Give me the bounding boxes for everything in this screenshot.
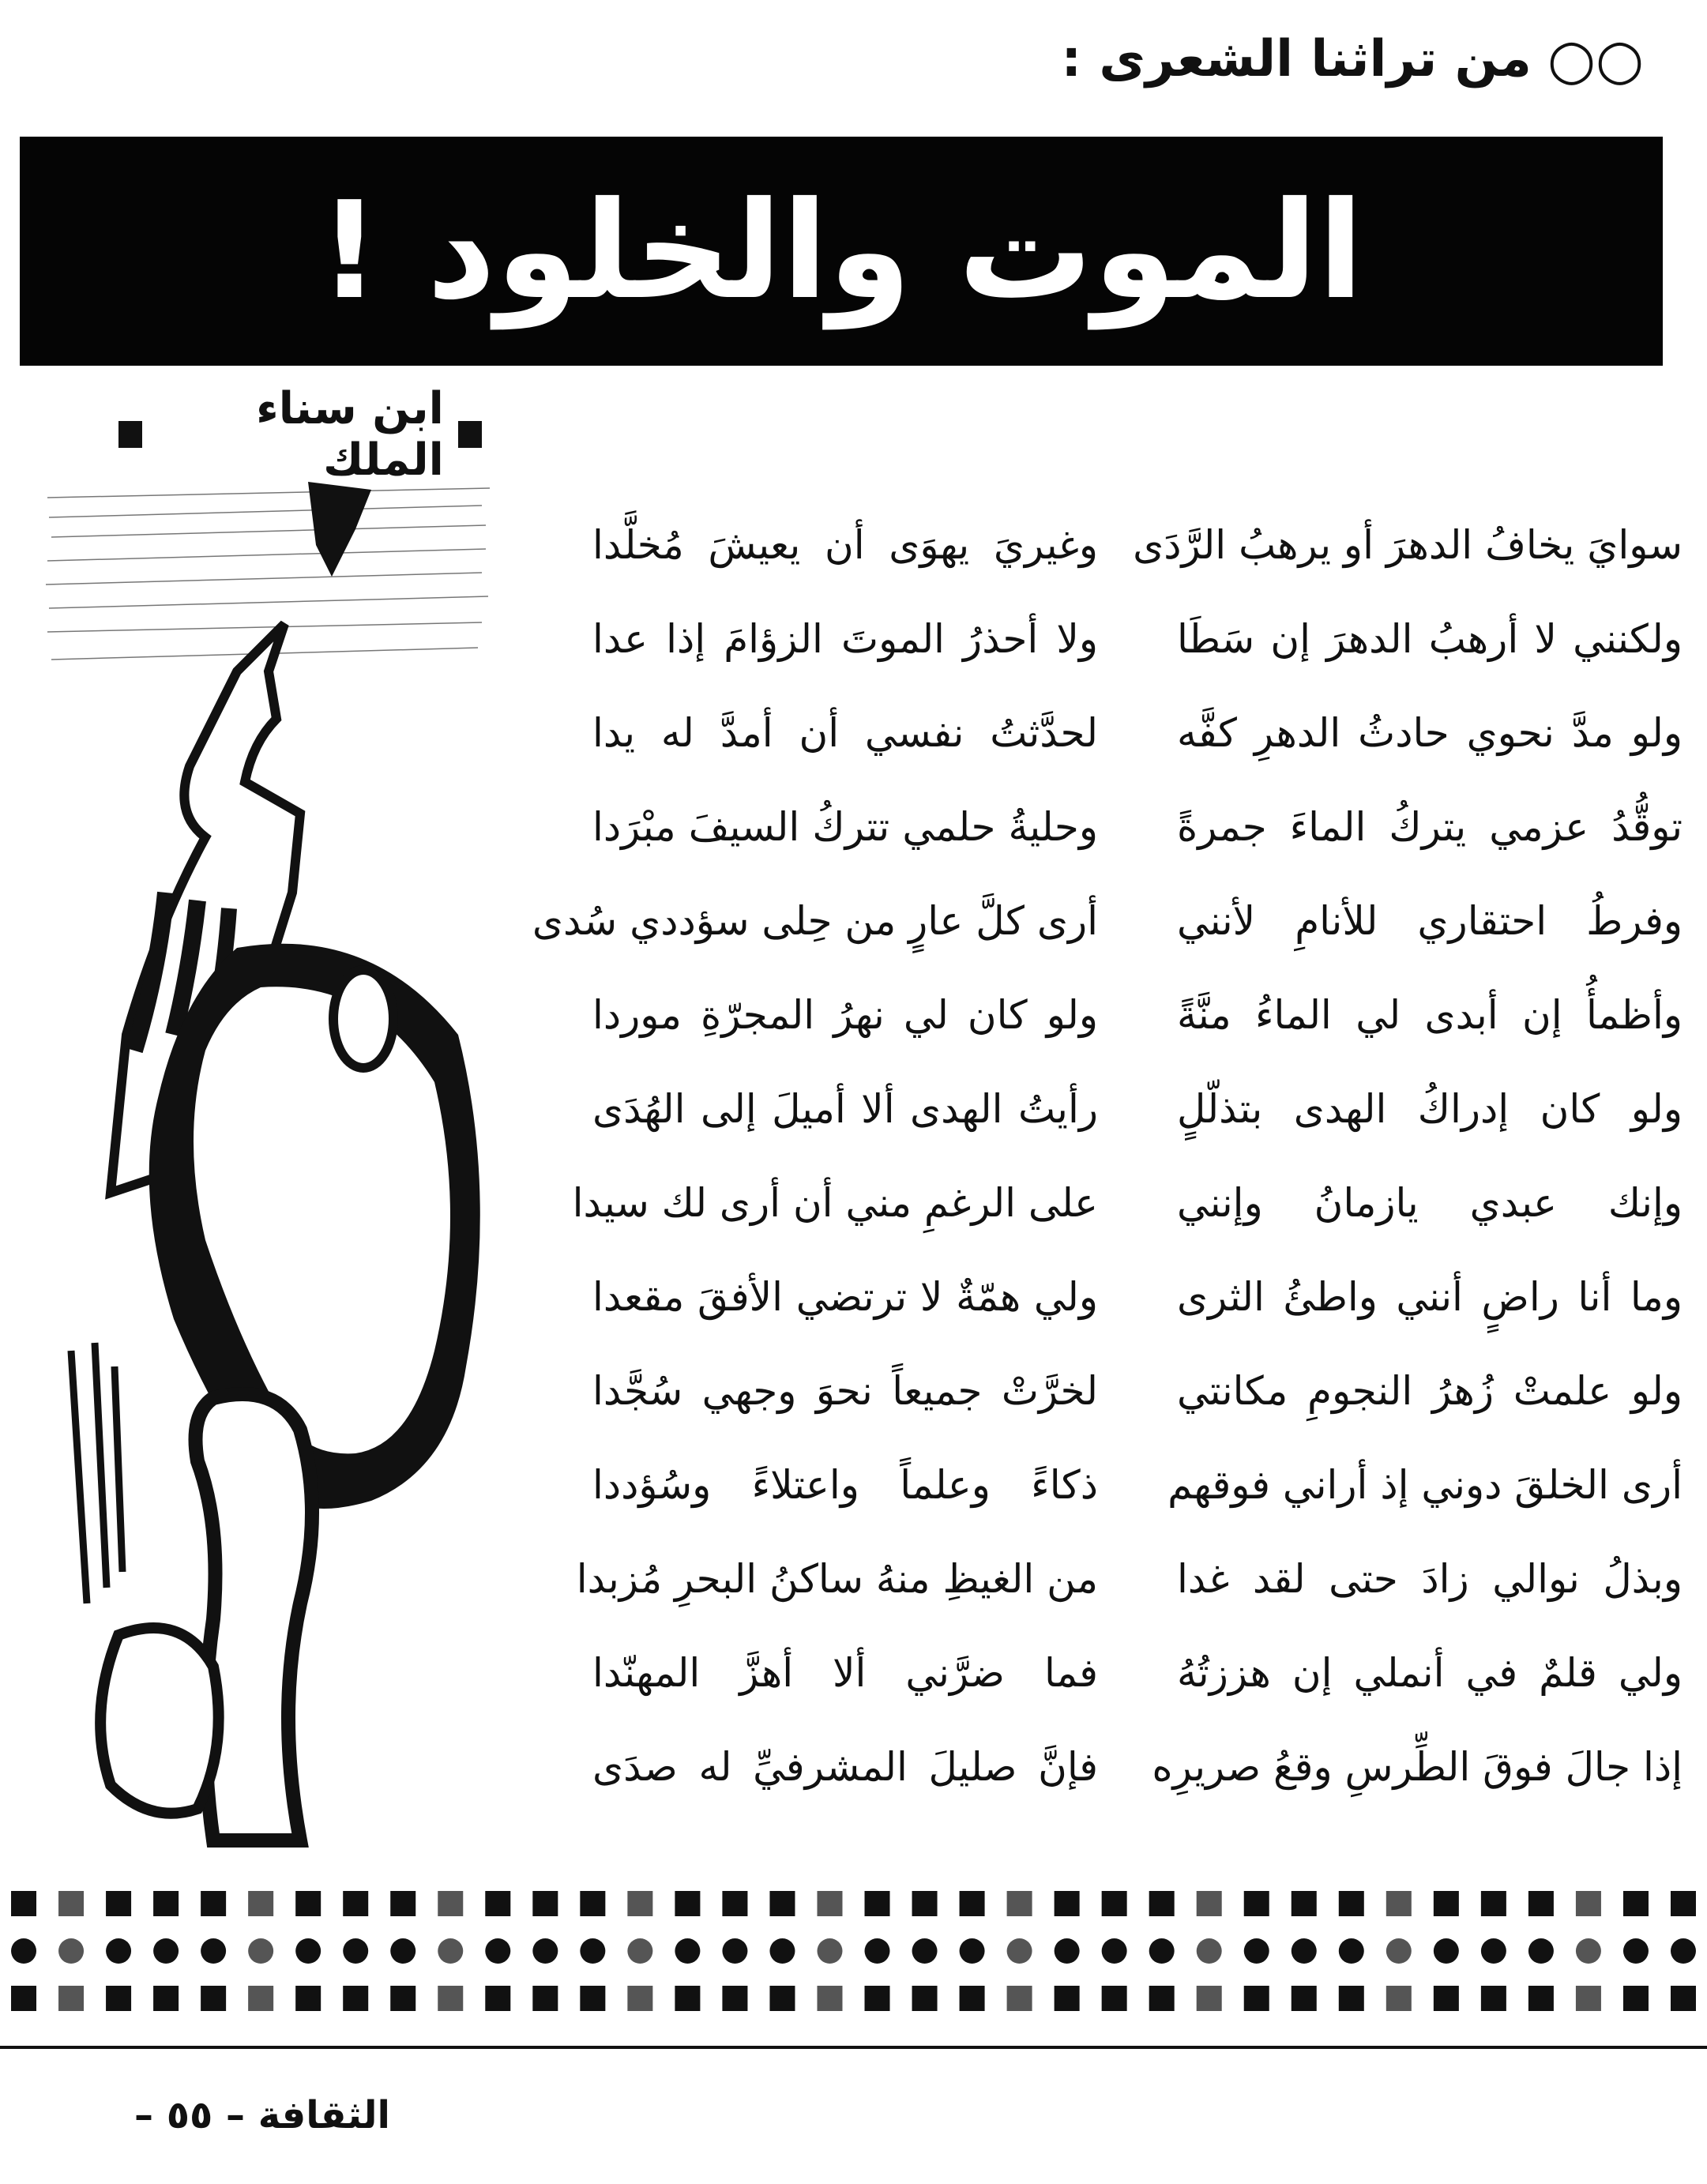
ornament-square — [438, 1986, 463, 2011]
verse-first-hemistich: ولو كان إدراكُ الهدى بتذلّلٍ — [1177, 1086, 1683, 1132]
ornament-square — [769, 1986, 795, 2011]
ornament-dot — [580, 1938, 605, 1964]
ornament-square — [201, 1891, 226, 1916]
bird-illustration — [39, 482, 498, 1840]
page-footer: الثقافة – ٥٥ – — [134, 2093, 390, 2137]
ornament-dot — [1434, 1938, 1459, 1964]
ornament-square — [1055, 1891, 1080, 1916]
ornament-square — [627, 1891, 652, 1916]
ornament-square — [58, 1891, 84, 1916]
verse-row — [585, 1069, 1683, 1148]
ornament-square — [912, 1891, 938, 1916]
ornament-dot — [1149, 1938, 1175, 1964]
verse-second-hemistich: ولو كان لي نهرُ المجرّةِ موردا — [592, 992, 1098, 1038]
verse-second-hemistich: وغيريَ يهوَى أن يعيشَ مُخلَّدا — [592, 522, 1098, 568]
verse-row — [585, 788, 1683, 866]
verse-row — [585, 975, 1683, 1054]
ornament-square — [343, 1891, 368, 1916]
ornament-dot — [438, 1938, 463, 1964]
ornament-square — [722, 1891, 747, 1916]
ornament-square — [532, 1986, 558, 2011]
ornament-square — [295, 1986, 321, 2011]
ornament-square — [532, 1891, 558, 1916]
ornament-square — [1149, 1891, 1175, 1916]
ornament-square — [58, 1986, 84, 2011]
verse-first-hemistich: إذا جالَ فوقَ الطِّرسِ وقعُ صريرِه — [1152, 1744, 1683, 1790]
double-circle-icon: ○○ — [1547, 27, 1644, 92]
ornament-square — [722, 1986, 747, 2011]
verse-second-hemistich: على الرغمِ مني أن أرى لك سيدا — [572, 1180, 1098, 1226]
ornament-dot — [817, 1938, 842, 1964]
verse-second-hemistich: وحليةُ حلمي تتركُ السيفَ مبْرَدا — [592, 804, 1098, 850]
ornament-dot — [1292, 1938, 1317, 1964]
ornament-dot — [1102, 1938, 1127, 1964]
divider-rule — [0, 2046, 1707, 2049]
ornament-square — [390, 1891, 415, 1916]
ornament-dot — [58, 1938, 84, 1964]
verse-row — [585, 1727, 1683, 1806]
ornament-square — [1339, 1986, 1364, 2011]
author-byline — [118, 383, 482, 486]
verse-second-hemistich: ذكاءً وعلماً واعتلاءً وسُؤددا — [592, 1462, 1098, 1508]
ornament-square — [1576, 1986, 1601, 2011]
verse-first-hemistich: وإنك عبدي يازمانُ وإنني — [1177, 1180, 1683, 1226]
ornament-square — [106, 1891, 131, 1916]
ornament-band — [0, 1886, 1707, 2017]
ornament-square — [580, 1986, 605, 2011]
ornament-square — [201, 1986, 226, 2011]
ornament-square — [580, 1891, 605, 1916]
verse-second-hemistich: فما ضرَّني ألا أهزَّ المهنّدا — [592, 1650, 1098, 1696]
ornament-square — [817, 1986, 842, 2011]
poem — [532, 506, 1683, 1833]
verse-row — [585, 1257, 1683, 1336]
verse-second-hemistich: أرى كلَّ عارٍ من حِلى سؤددي سُدى — [532, 898, 1098, 944]
author-name: ابن سناء الملك — [256, 383, 444, 486]
ornament-dot — [627, 1938, 652, 1964]
ornament-dot — [960, 1938, 985, 1964]
verse-first-hemistich: سوايَ يخافُ الدهرَ أو يرهبُ الرَّدَى — [1133, 522, 1683, 568]
verse-row — [585, 1445, 1683, 1524]
ornament-dot — [1528, 1938, 1554, 1964]
ornament-dot — [1623, 1938, 1649, 1964]
ornament-square — [1528, 1891, 1554, 1916]
ornament-dot — [390, 1938, 415, 1964]
verse-second-hemistich: ولا أحذرُ الموتَ الزؤامَ إذا عدا — [592, 616, 1098, 662]
ornament-square — [295, 1891, 321, 1916]
ornament-square — [153, 1986, 179, 2011]
ornament-square — [1671, 1986, 1696, 2011]
ornament-square — [912, 1986, 938, 2011]
ornament-square — [1244, 1986, 1269, 2011]
ornament-square — [769, 1891, 795, 1916]
series-heading — [1062, 24, 1644, 95]
ornament-square — [960, 1891, 985, 1916]
verse-second-hemistich: رأيتُ الهدى ألا أميلَ إلى الهُدَى — [592, 1086, 1098, 1132]
verse-first-hemistich: أرى الخلقَ دوني إذ أراني فوقهم — [1167, 1462, 1683, 1508]
series-label: من تراثنا الشعرى : — [1061, 30, 1532, 88]
verse-row — [585, 506, 1683, 585]
title-banner — [20, 137, 1663, 366]
ornament-square — [153, 1891, 179, 1916]
ornament-square — [1149, 1986, 1175, 2011]
ornament-square — [438, 1891, 463, 1916]
ornament-dot — [485, 1938, 510, 1964]
ornament-square — [11, 1986, 36, 2011]
ornament-square — [1007, 1986, 1032, 2011]
ornament-square — [960, 1986, 985, 2011]
ornament-square — [1197, 1986, 1222, 2011]
ornament-square — [248, 1986, 273, 2011]
ornament-square — [1481, 1891, 1506, 1916]
verse-second-hemistich: من الغيظِ منهُ ساكنُ البحرِ مُزبدا — [576, 1556, 1098, 1602]
ornament-dot — [153, 1938, 179, 1964]
ornament-dot — [912, 1938, 938, 1964]
ornament-dot — [865, 1938, 890, 1964]
ornament-dot — [106, 1938, 131, 1964]
ornament-dot — [1671, 1938, 1696, 1964]
ornament-dot — [201, 1938, 226, 1964]
ornament-square — [675, 1986, 700, 2011]
ornament-dot — [1244, 1938, 1269, 1964]
verse-first-hemistich: وما أنا راضٍ أنني واطئُ الثرى — [1177, 1274, 1683, 1320]
ornament-square — [1292, 1986, 1317, 2011]
ornament-dot — [1576, 1938, 1601, 1964]
ornament-dot — [769, 1938, 795, 1964]
ornament-dot — [343, 1938, 368, 1964]
ornament-dot — [532, 1938, 558, 1964]
ornament-square — [865, 1986, 890, 2011]
verse-first-hemistich: توقُّدُ عزمي يتركُ الماءَ جمرةً — [1177, 804, 1683, 850]
ornament-dot — [248, 1938, 273, 1964]
ornament-square — [1623, 1891, 1649, 1916]
ornament-dot — [1386, 1938, 1412, 1964]
verse-row — [585, 694, 1683, 772]
ornament-dot — [675, 1938, 700, 1964]
ornament-square — [1576, 1891, 1601, 1916]
square-bullet-icon — [458, 421, 482, 448]
ornament-square — [1292, 1891, 1317, 1916]
verse-first-hemistich: ولي قلمٌ في أنملي إن هززتُهُ — [1177, 1650, 1683, 1696]
ornament-dot — [295, 1938, 321, 1964]
ornament-square — [1434, 1891, 1459, 1916]
ornament-square — [485, 1986, 510, 2011]
ornament-square — [1528, 1986, 1554, 2011]
ornament-square — [1623, 1986, 1649, 2011]
verse-first-hemistich: وفرطُ احتقاري للأنامِ لأنني — [1177, 898, 1683, 944]
ornament-square — [675, 1891, 700, 1916]
verse-first-hemistich: ولو علمتْ زُهرُ النجومِ مكانتي — [1177, 1368, 1683, 1414]
ornament-square — [865, 1891, 890, 1916]
ornament-dot — [722, 1938, 747, 1964]
ornament-square — [1434, 1986, 1459, 2011]
ornament-square — [1007, 1891, 1032, 1916]
ornament-dot — [11, 1938, 36, 1964]
ornament-dot — [1339, 1938, 1364, 1964]
verse-first-hemistich: وأظمأُ إن أبدى لي الماءُ منَّةً — [1177, 992, 1683, 1038]
verse-row — [532, 881, 1683, 960]
verse-second-hemistich: فإنَّ صليلَ المشرفيِّ له صدَى — [592, 1744, 1098, 1790]
ornament-square — [343, 1986, 368, 2011]
illustration-shading — [46, 488, 490, 660]
ornament-square — [817, 1891, 842, 1916]
ornament-square — [106, 1986, 131, 2011]
ornament-square — [1481, 1986, 1506, 2011]
ornament-dot — [1481, 1938, 1506, 1964]
verse-second-hemistich: ولي همّةٌ لا ترتضي الأفقَ مقعدا — [592, 1274, 1098, 1320]
ornament-square — [390, 1986, 415, 2011]
ornament-square — [1102, 1986, 1127, 2011]
verse-first-hemistich: ولو مدَّ نحوي حادثُ الدهرِ كفَّه — [1177, 710, 1683, 756]
ornament-square — [1102, 1891, 1127, 1916]
ornament-square — [485, 1891, 510, 1916]
ornament-square — [1386, 1986, 1412, 2011]
ornament-dot — [1055, 1938, 1080, 1964]
ornament-square — [1671, 1891, 1696, 1916]
ornament-square — [627, 1986, 652, 2011]
ornament-square — [1197, 1891, 1222, 1916]
verse-row — [585, 600, 1683, 679]
ornament-square — [11, 1891, 36, 1916]
page-title: الموت والخلود ! — [318, 173, 1364, 329]
ornament-dot — [1007, 1938, 1032, 1964]
ornament-square — [1244, 1891, 1269, 1916]
ornament-square — [1386, 1891, 1412, 1916]
ornament-square — [1055, 1986, 1080, 2011]
lower-figure — [71, 1343, 312, 1840]
verse-first-hemistich: وبذلُ نوالي زادَ حتى لقد غدا — [1177, 1556, 1683, 1602]
verse-second-hemistich: لحدَّثتُ نفسي أن أمدَّ له يدا — [592, 710, 1098, 756]
verse-second-hemistich: لخرَّتْ جميعاً نحوَ وجهي سُجَّدا — [592, 1368, 1098, 1414]
verse-row — [585, 1351, 1683, 1430]
ornament-square — [1339, 1891, 1364, 1916]
verse-row — [585, 1633, 1683, 1712]
ornament-square — [248, 1891, 273, 1916]
verse-row — [576, 1539, 1683, 1618]
square-bullet-icon — [118, 421, 142, 448]
verse-row — [572, 1163, 1683, 1242]
verse-first-hemistich: ولكنني لا أرهبُ الدهرَ إن سَطَا — [1177, 616, 1683, 662]
ornament-dot — [1197, 1938, 1222, 1964]
